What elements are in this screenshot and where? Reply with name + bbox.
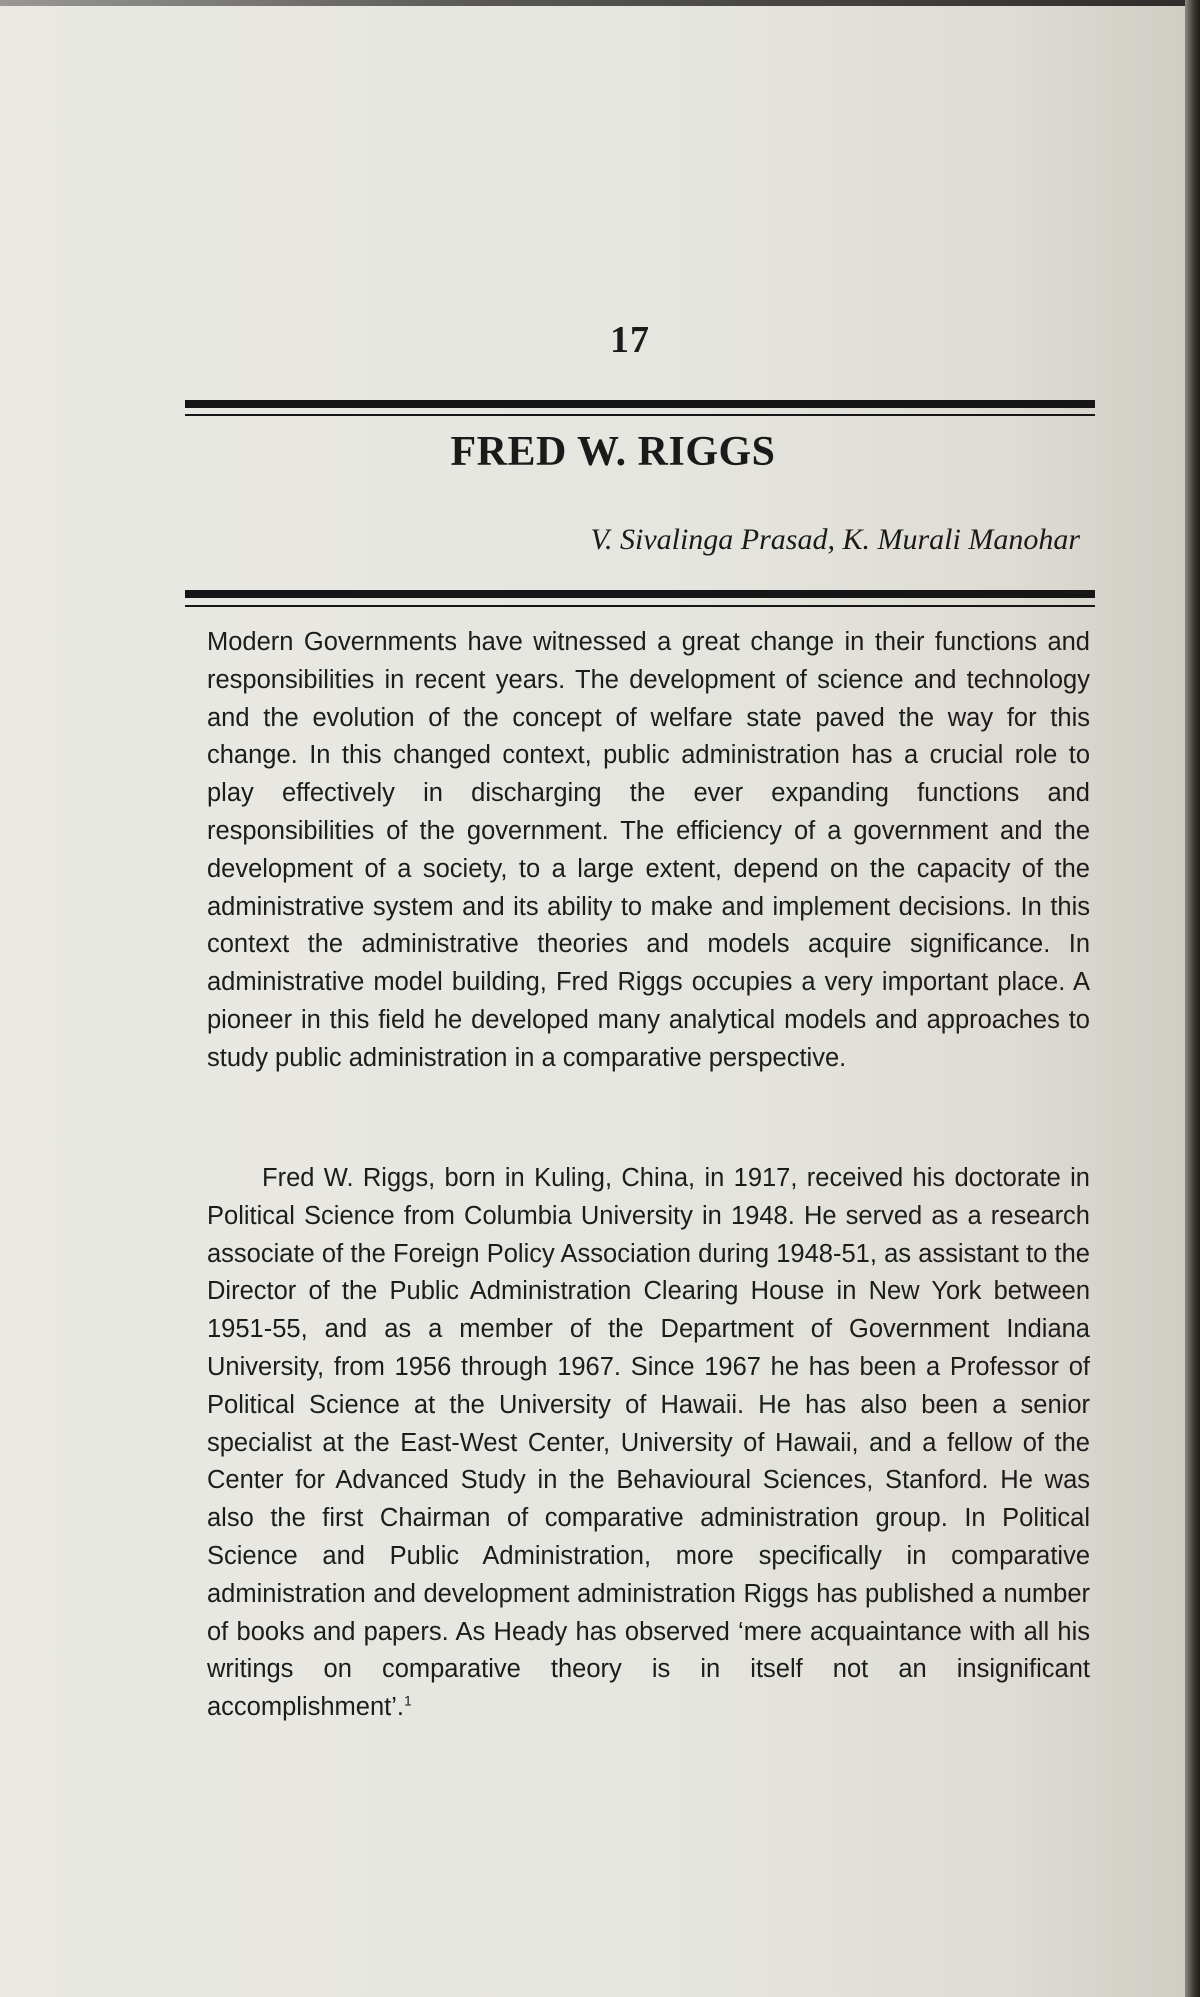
chapter-number: 17 [610,319,650,361]
footnote-marker: 1 [404,1692,412,1709]
title-rule-top-thick [185,400,1095,408]
paragraph-1 [207,624,1090,1078]
title-rule-top-thin [185,414,1095,416]
paragraph-2 [207,1160,1090,1727]
chapter-title: FRED W. RIGGS [450,429,776,475]
paragraph-1-text: Modern Governments have witnessed a great change in their functions and responsibilities in recent years. The development of science and technology and the evolution of the concept of welfare state paved the way for this change. In this changed context, public administration has a crucial role to play effectively in discharging the ever expanding functions and responsibilities of the government. The efficiency of a government and the development of a society, to a large extent, depend on the capacity of the administrative system and its ability to make and implement decisions. In this context the administrative theories and models acquire significance. In administrative model building, Fred Riggs occupies a very important place. A pioneer in this field he developed many analytical models and approaches to study public administration in a comparative perspective. [207,628,1090,1072]
chapter-authors: V. Sivalinga Prasad, K. Murali Manohar [590,523,1080,556]
page-top-edge-shadow [0,0,1200,6]
title-rule-bottom-thin [185,605,1095,607]
title-rule-bottom-thick [185,590,1095,598]
paragraph-2-text: Fred W. Riggs, born in Kuling, China, in 1917, received his doctorate in Political Science from Columbia University in 1948. He served as a research associate of the Foreign Policy Association during 1948-51, as assistant to the Director of the Public Administration Clearing House in New York between 1951-55, and as a member of the Department of Government Indiana University, from 1956 through 1967. Since 1967 he has been a Professor of Political Science at the University of Hawaii. He has also been a senior specialist at the East-West Center, University of Hawaii, and a fellow of the Center for Advanced Study in the Behavioural Sciences, Stanford. He was also the first Chairman of comparative administration group. In Political Science and Public Administration, more specifically in comparative administration and development administration Riggs has published a number of books and papers. As Heady has observed ‘mere acquaintance with all his writings on comparative theory is in itself not an insignificant accomplishment’. [207,1164,1090,1722]
page-right-edge-shadow [1185,0,1200,1997]
